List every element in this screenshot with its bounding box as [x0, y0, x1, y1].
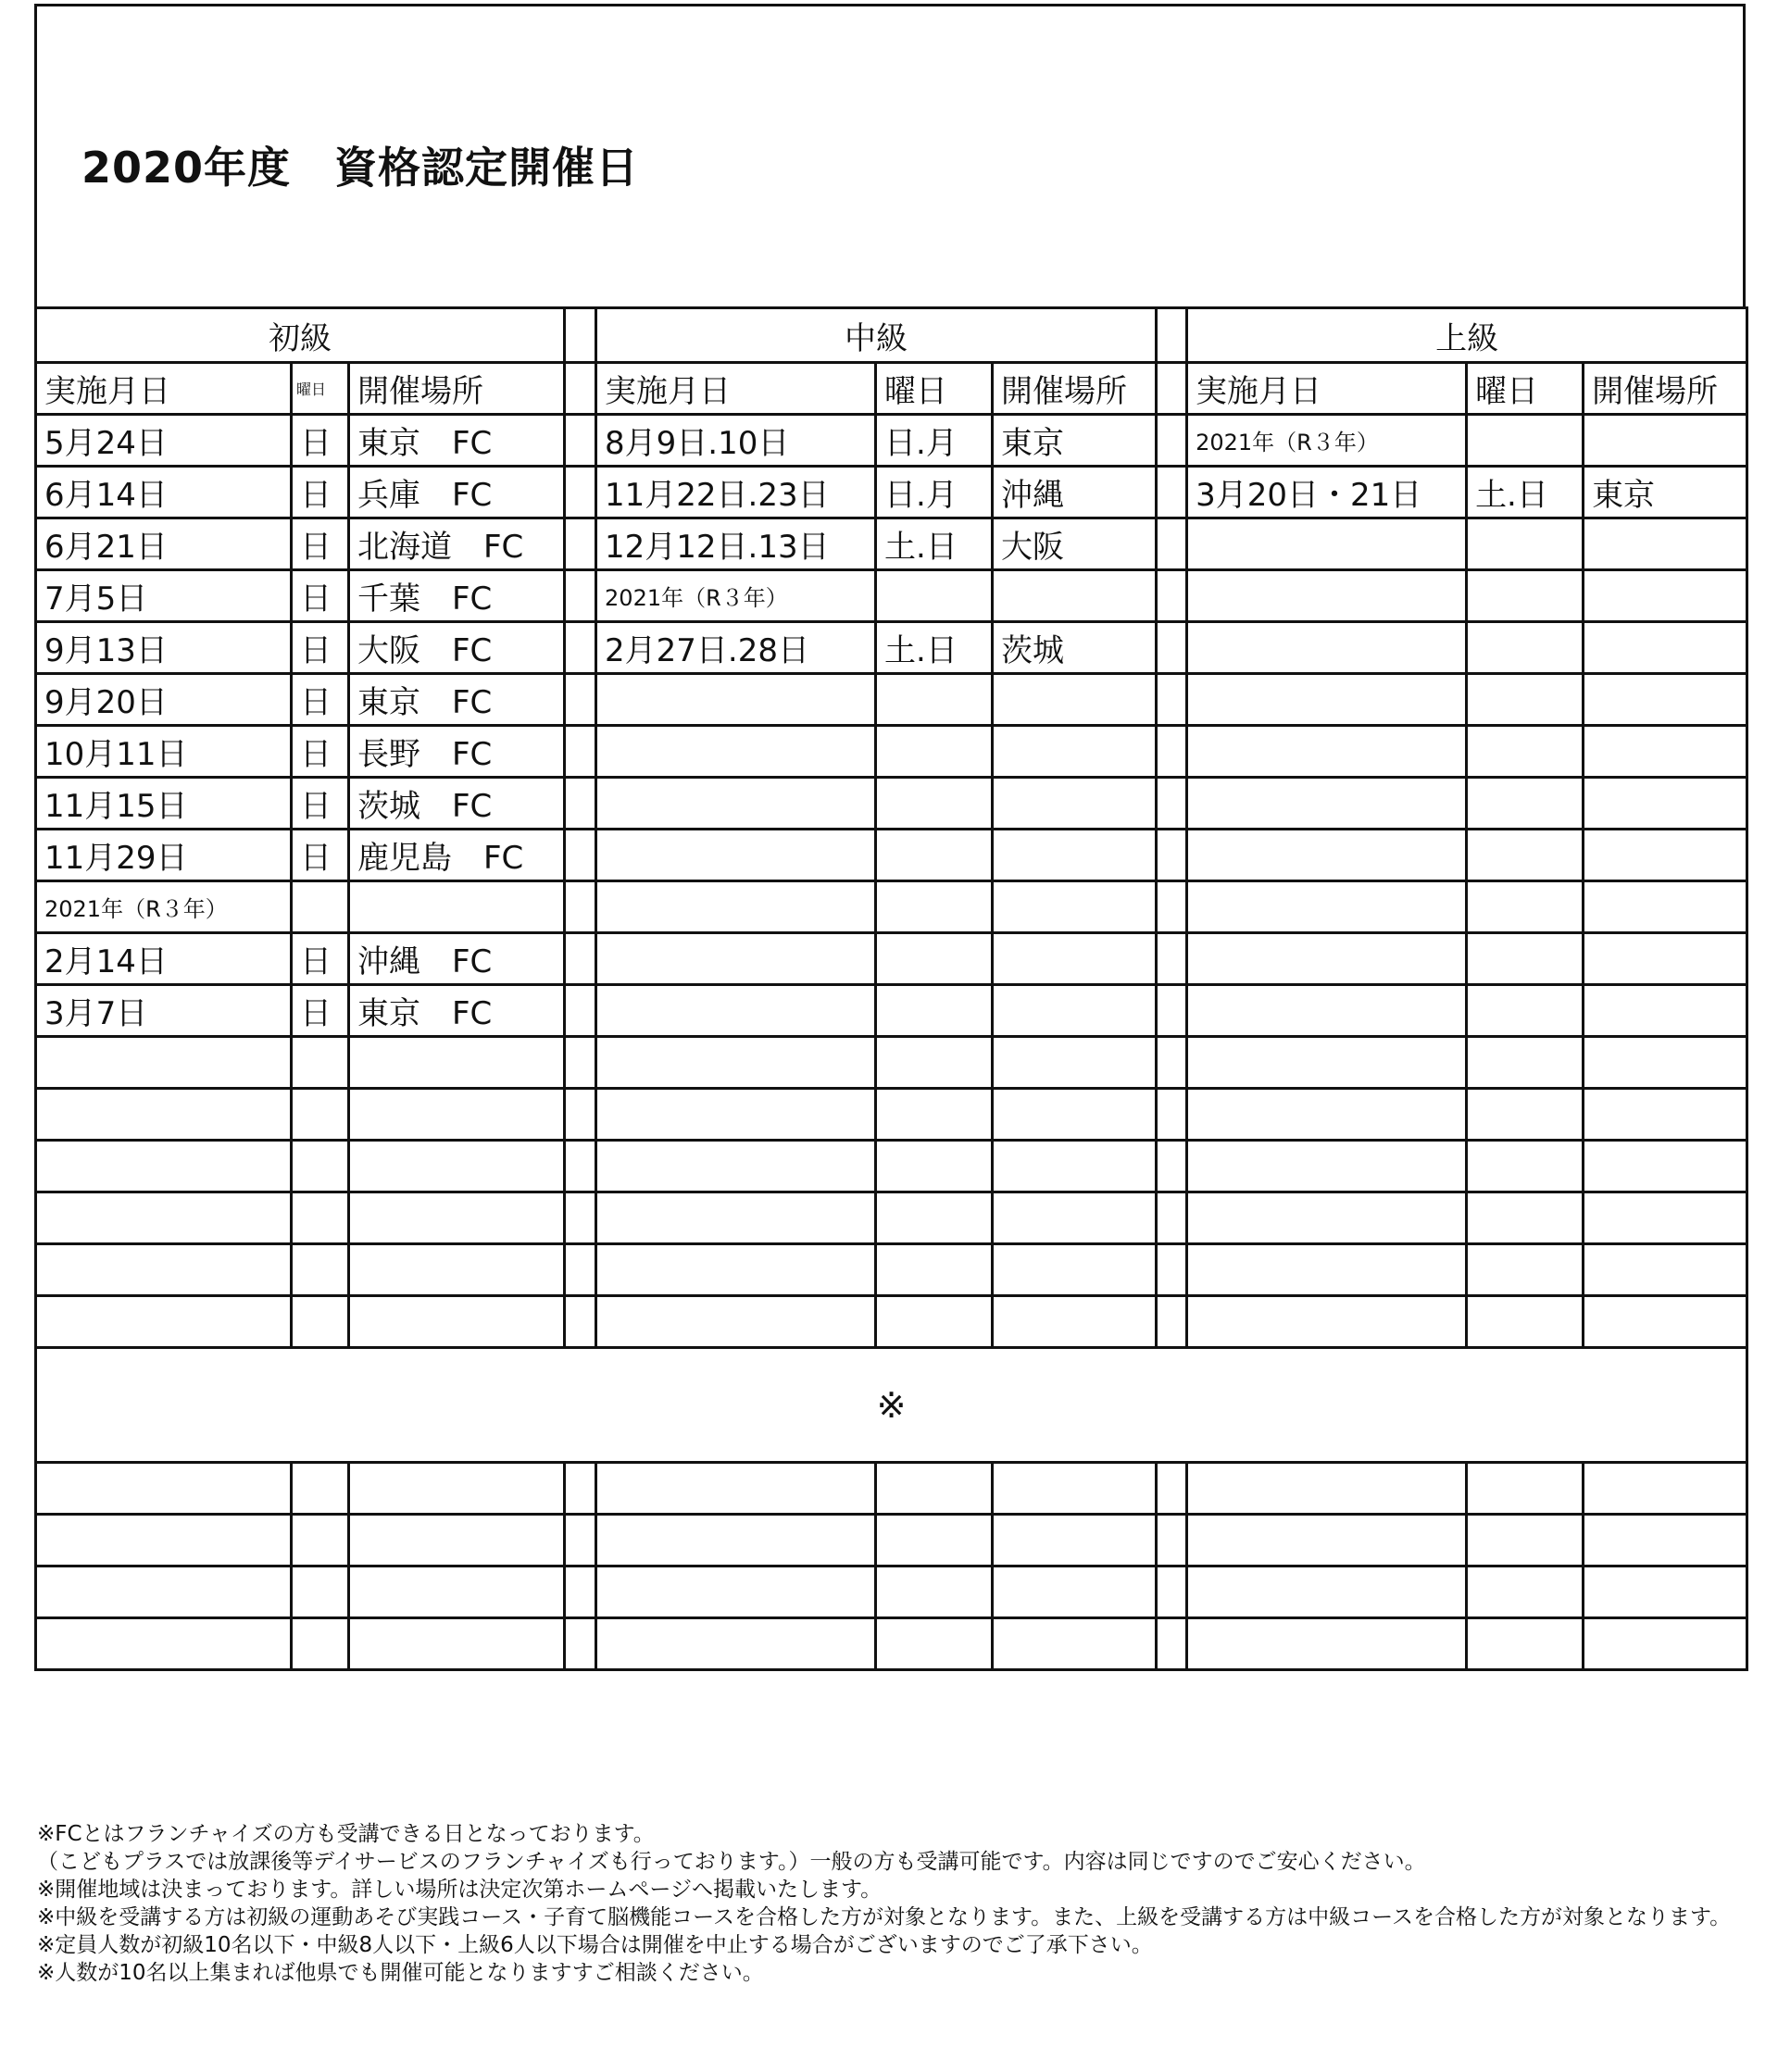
header-weekday: 曜日	[1467, 363, 1584, 415]
intermediate-date-cell	[596, 1141, 876, 1192]
column-gap	[1157, 570, 1187, 622]
intermediate-weekday-cell	[876, 830, 993, 881]
beginner-venue-cell	[349, 1089, 565, 1141]
beginner-weekday-cell	[292, 1037, 349, 1089]
intermediate-date-cell	[596, 1037, 876, 1089]
column-gap	[1157, 985, 1187, 1037]
intermediate-venue-cell	[993, 985, 1157, 1037]
beginner-weekday-cell: 日	[292, 830, 349, 881]
intermediate-venue-cell	[993, 570, 1157, 622]
intermediate-weekday-cell: 土.日	[876, 622, 993, 674]
beginner-venue-cell: 長野 FC	[349, 726, 565, 778]
advanced-weekday-cell	[1467, 622, 1584, 674]
beginner-weekday-cell: 日	[292, 415, 349, 467]
table-row	[36, 467, 1747, 518]
beginner-venue-cell	[349, 881, 565, 933]
intermediate-date-cell	[596, 1515, 876, 1566]
advanced-date-cell	[1187, 1089, 1467, 1141]
column-gap	[1157, 933, 1187, 985]
advanced-date-cell	[1187, 1515, 1467, 1566]
table-row	[36, 1566, 1747, 1618]
advanced-venue-cell	[1584, 1244, 1747, 1296]
column-gap	[565, 726, 596, 778]
beginner-date-cell	[36, 1515, 292, 1566]
beginner-weekday-cell: 日	[292, 674, 349, 726]
header-venue: 開催場所	[993, 363, 1157, 415]
intermediate-date-cell	[596, 1192, 876, 1244]
beginner-venue-cell: 東京 FC	[349, 674, 565, 726]
beginner-venue-cell	[349, 1192, 565, 1244]
beginner-date-cell: 10月11日	[36, 726, 292, 778]
beginner-weekday-cell: 日	[292, 985, 349, 1037]
beginner-venue-cell: 鹿児島 FC	[349, 830, 565, 881]
intermediate-date-cell	[596, 1566, 876, 1618]
column-gap	[1157, 467, 1187, 518]
advanced-venue-cell	[1584, 1089, 1747, 1141]
column-gap	[1157, 1037, 1187, 1089]
beginner-venue-cell	[349, 1244, 565, 1296]
advanced-weekday-cell	[1467, 1244, 1584, 1296]
advanced-date-cell	[1187, 778, 1467, 830]
footnotes	[37, 1820, 1741, 1987]
beginner-venue-cell: 大阪 FC	[349, 622, 565, 674]
beginner-weekday-cell: 日	[292, 518, 349, 570]
beginner-weekday-cell	[292, 1089, 349, 1141]
intermediate-venue-cell	[993, 778, 1157, 830]
intermediate-venue-cell	[993, 1296, 1157, 1348]
column-gap	[1157, 726, 1187, 778]
column-gap	[565, 1037, 596, 1089]
advanced-weekday-cell	[1467, 985, 1584, 1037]
table-row	[36, 1192, 1747, 1244]
beginner-venue-cell	[349, 1296, 565, 1348]
intermediate-date-cell	[596, 726, 876, 778]
table-row	[36, 674, 1747, 726]
beginner-weekday-cell	[292, 1296, 349, 1348]
advanced-venue-cell	[1584, 985, 1747, 1037]
beginner-date-cell	[36, 1296, 292, 1348]
beginner-weekday-cell: 日	[292, 726, 349, 778]
intermediate-weekday-cell	[876, 985, 993, 1037]
beginner-venue-cell	[349, 1141, 565, 1192]
intermediate-weekday-cell	[876, 881, 993, 933]
beginner-venue-cell	[349, 1515, 565, 1566]
title-area	[34, 4, 1746, 308]
intermediate-weekday-cell	[876, 1618, 993, 1670]
advanced-weekday-cell	[1467, 674, 1584, 726]
beginner-venue-cell: 千葉 FC	[349, 570, 565, 622]
intermediate-date-cell: 2月27日.28日	[596, 622, 876, 674]
level-header-row	[36, 308, 1747, 363]
beginner-venue-cell: 沖縄 FC	[349, 933, 565, 985]
intermediate-date-cell	[596, 1463, 876, 1515]
table-row	[36, 1141, 1747, 1192]
table-row	[36, 1515, 1747, 1566]
intermediate-venue-cell	[993, 1244, 1157, 1296]
intermediate-weekday-cell	[876, 1244, 993, 1296]
column-gap	[565, 1089, 596, 1141]
intermediate-date-cell	[596, 1296, 876, 1348]
intermediate-date-cell	[596, 985, 876, 1037]
intermediate-date-cell: 8月9日.10日	[596, 415, 876, 467]
advanced-weekday-cell	[1467, 415, 1584, 467]
footnote-line: ※人数が10名以上集まれば他県でも開催可能となりますすご相談ください。	[37, 1961, 764, 1985]
header-date: 実施月日	[596, 363, 876, 415]
advanced-weekday-cell	[1467, 1566, 1584, 1618]
column-gap	[565, 778, 596, 830]
table-row	[36, 933, 1747, 985]
advanced-weekday-cell	[1467, 881, 1584, 933]
intermediate-date-cell: 11月22日.23日	[596, 467, 876, 518]
intermediate-weekday-cell	[876, 1141, 993, 1192]
table-row	[36, 1244, 1747, 1296]
column-gap	[565, 415, 596, 467]
note-mark: ※	[36, 1348, 1747, 1463]
advanced-weekday-cell	[1467, 1192, 1584, 1244]
beginner-date-cell: 7月5日	[36, 570, 292, 622]
column-gap	[565, 1515, 596, 1566]
advanced-date-cell	[1187, 881, 1467, 933]
column-gap	[565, 881, 596, 933]
intermediate-date-cell	[596, 881, 876, 933]
column-gap	[565, 1192, 596, 1244]
page-title: 2020年度 資格認定開催日	[81, 143, 640, 193]
beginner-date-cell	[36, 1463, 292, 1515]
advanced-date-cell	[1187, 985, 1467, 1037]
column-gap	[1157, 1515, 1187, 1566]
beginner-weekday-cell: 日	[292, 570, 349, 622]
intermediate-weekday-cell	[876, 1463, 993, 1515]
column-gap	[565, 1296, 596, 1348]
column-gap	[1157, 1566, 1187, 1618]
beginner-date-cell	[36, 1566, 292, 1618]
intermediate-venue-cell: 東京	[993, 415, 1157, 467]
column-gap	[565, 570, 596, 622]
advanced-date-cell	[1187, 726, 1467, 778]
table-row	[36, 1037, 1747, 1089]
column-gap	[1157, 415, 1187, 467]
beginner-date-cell: 2021年（R３年）	[36, 881, 292, 933]
beginner-date-cell	[36, 1192, 292, 1244]
table-row	[36, 1463, 1747, 1515]
column-gap	[1157, 1192, 1187, 1244]
table-row	[36, 622, 1747, 674]
column-gap	[565, 467, 596, 518]
beginner-date-cell	[36, 1618, 292, 1670]
column-gap	[565, 1141, 596, 1192]
intermediate-date-cell: 12月12日.13日	[596, 518, 876, 570]
intermediate-weekday-cell: 日.月	[876, 415, 993, 467]
column-gap	[1157, 1296, 1187, 1348]
table-row	[36, 518, 1747, 570]
beginner-date-cell: 3月7日	[36, 985, 292, 1037]
advanced-venue-cell	[1584, 1192, 1747, 1244]
beginner-date-cell: 9月13日	[36, 622, 292, 674]
level-intermediate: 中級	[596, 308, 1157, 363]
advanced-date-cell	[1187, 933, 1467, 985]
advanced-date-cell	[1187, 1618, 1467, 1670]
column-gap	[1157, 674, 1187, 726]
column-gap	[1157, 1463, 1187, 1515]
footnote-line: ※開催地域は決まっております。詳しい場所は決定次第ホームページへ掲載いたします。	[37, 1878, 883, 1902]
footnote-line: ※中級を受講する方は初級の運動あそび実践コース・子育て脳機能コースを合格した方が対象となります。また、上級を受講する方は中級コースを合格した方が対象となります。	[37, 1905, 1732, 1929]
intermediate-weekday-cell	[876, 1089, 993, 1141]
advanced-date-cell	[1187, 622, 1467, 674]
column-gap	[1157, 1089, 1187, 1141]
advanced-venue-cell	[1584, 881, 1747, 933]
advanced-weekday-cell	[1467, 1089, 1584, 1141]
advanced-venue-cell	[1584, 726, 1747, 778]
column-gap	[1157, 881, 1187, 933]
intermediate-date-cell	[596, 933, 876, 985]
column-gap	[565, 363, 596, 415]
beginner-date-cell	[36, 1089, 292, 1141]
intermediate-date-cell	[596, 1089, 876, 1141]
header-weekday: 曜日	[292, 363, 349, 415]
intermediate-date-cell	[596, 830, 876, 881]
beginner-weekday-cell: 日	[292, 622, 349, 674]
intermediate-venue-cell: 茨城	[993, 622, 1157, 674]
header-venue: 開催場所	[1584, 363, 1747, 415]
advanced-weekday-cell: 土.日	[1467, 467, 1584, 518]
advanced-weekday-cell	[1467, 1296, 1584, 1348]
column-gap	[1157, 1618, 1187, 1670]
beginner-venue-cell	[349, 1566, 565, 1618]
beginner-date-cell: 2月14日	[36, 933, 292, 985]
header-date: 実施月日	[1187, 363, 1467, 415]
table-row	[36, 726, 1747, 778]
advanced-venue-cell	[1584, 1296, 1747, 1348]
table-row	[36, 570, 1747, 622]
intermediate-venue-cell	[993, 1141, 1157, 1192]
advanced-date-cell	[1187, 674, 1467, 726]
table-row	[36, 1089, 1747, 1141]
schedule-body	[36, 308, 1747, 1670]
advanced-weekday-cell	[1467, 1037, 1584, 1089]
advanced-venue-cell	[1584, 518, 1747, 570]
beginner-date-cell: 9月20日	[36, 674, 292, 726]
advanced-date-cell	[1187, 1566, 1467, 1618]
advanced-date-cell	[1187, 1244, 1467, 1296]
intermediate-venue-cell	[993, 1037, 1157, 1089]
advanced-venue-cell	[1584, 1618, 1747, 1670]
advanced-weekday-cell	[1467, 933, 1584, 985]
level-advanced: 上級	[1187, 308, 1747, 363]
advanced-weekday-cell	[1467, 1515, 1584, 1566]
advanced-weekday-cell	[1467, 518, 1584, 570]
intermediate-venue-cell	[993, 830, 1157, 881]
intermediate-date-cell	[596, 674, 876, 726]
column-gap	[565, 985, 596, 1037]
column-gap	[565, 1618, 596, 1670]
column-gap	[565, 518, 596, 570]
column-gap	[565, 1463, 596, 1515]
beginner-weekday-cell	[292, 1515, 349, 1566]
beginner-weekday-cell: 日	[292, 467, 349, 518]
beginner-date-cell: 6月21日	[36, 518, 292, 570]
beginner-venue-cell	[349, 1463, 565, 1515]
beginner-weekday-cell	[292, 1463, 349, 1515]
intermediate-venue-cell	[993, 726, 1157, 778]
table-row	[36, 985, 1747, 1037]
header-date: 実施月日	[36, 363, 292, 415]
beginner-date-cell	[36, 1141, 292, 1192]
intermediate-venue-cell	[993, 1463, 1157, 1515]
intermediate-weekday-cell	[876, 1192, 993, 1244]
beginner-weekday-cell	[292, 1192, 349, 1244]
table-row	[36, 881, 1747, 933]
table-row	[36, 415, 1747, 467]
column-gap	[565, 830, 596, 881]
beginner-venue-cell: 東京 FC	[349, 985, 565, 1037]
beginner-weekday-cell	[292, 1244, 349, 1296]
table-row	[36, 1618, 1747, 1670]
beginner-weekday-cell: 日	[292, 778, 349, 830]
intermediate-venue-cell	[993, 1618, 1157, 1670]
beginner-date-cell: 6月14日	[36, 467, 292, 518]
advanced-venue-cell	[1584, 933, 1747, 985]
beginner-date-cell	[36, 1244, 292, 1296]
advanced-date-cell: 2021年（R３年）	[1187, 415, 1467, 467]
footnote-line: ※FCとはフランチャイズの方も受講できる日となっております。	[37, 1822, 655, 1846]
column-gap	[565, 674, 596, 726]
column-gap	[565, 308, 596, 363]
intermediate-weekday-cell	[876, 674, 993, 726]
beginner-date-cell: 5月24日	[36, 415, 292, 467]
beginner-weekday-cell	[292, 1566, 349, 1618]
table-row	[36, 1296, 1747, 1348]
intermediate-venue-cell	[993, 1089, 1157, 1141]
intermediate-venue-cell	[993, 1566, 1157, 1618]
advanced-date-cell	[1187, 1463, 1467, 1515]
beginner-venue-cell	[349, 1037, 565, 1089]
intermediate-weekday-cell: 日.月	[876, 467, 993, 518]
column-gap	[1157, 830, 1187, 881]
beginner-date-cell	[36, 1037, 292, 1089]
beginner-date-cell: 11月15日	[36, 778, 292, 830]
advanced-venue-cell	[1584, 674, 1747, 726]
header-weekday: 曜日	[876, 363, 993, 415]
advanced-venue-cell	[1584, 1463, 1747, 1515]
intermediate-weekday-cell: 土.日	[876, 518, 993, 570]
advanced-weekday-cell	[1467, 1618, 1584, 1670]
intermediate-venue-cell	[993, 933, 1157, 985]
advanced-venue-cell	[1584, 1515, 1747, 1566]
intermediate-weekday-cell	[876, 778, 993, 830]
column-gap	[1157, 1244, 1187, 1296]
header-venue: 開催場所	[349, 363, 565, 415]
note-row	[36, 1348, 1747, 1463]
advanced-date-cell	[1187, 1192, 1467, 1244]
advanced-date-cell	[1187, 570, 1467, 622]
advanced-date-cell	[1187, 830, 1467, 881]
advanced-weekday-cell	[1467, 726, 1584, 778]
advanced-date-cell	[1187, 1141, 1467, 1192]
intermediate-venue-cell	[993, 881, 1157, 933]
intermediate-weekday-cell	[876, 726, 993, 778]
intermediate-weekday-cell	[876, 1566, 993, 1618]
advanced-venue-cell	[1584, 415, 1747, 467]
beginner-weekday-cell	[292, 1618, 349, 1670]
advanced-venue-cell	[1584, 1141, 1747, 1192]
advanced-venue-cell	[1584, 830, 1747, 881]
column-gap	[1157, 1141, 1187, 1192]
advanced-venue-cell	[1584, 570, 1747, 622]
intermediate-weekday-cell	[876, 1037, 993, 1089]
advanced-venue-cell: 東京	[1584, 467, 1747, 518]
advanced-date-cell	[1187, 1296, 1467, 1348]
advanced-venue-cell	[1584, 1566, 1747, 1618]
intermediate-weekday-cell	[876, 1515, 993, 1566]
column-gap	[565, 622, 596, 674]
column-header-row	[36, 363, 1747, 415]
advanced-date-cell	[1187, 518, 1467, 570]
intermediate-venue-cell	[993, 1515, 1157, 1566]
beginner-venue-cell: 兵庫 FC	[349, 467, 565, 518]
advanced-weekday-cell	[1467, 570, 1584, 622]
intermediate-date-cell	[596, 778, 876, 830]
intermediate-venue-cell	[993, 1192, 1157, 1244]
advanced-venue-cell	[1584, 778, 1747, 830]
intermediate-venue-cell	[993, 674, 1157, 726]
column-gap	[565, 1566, 596, 1618]
footnote-line: （こどもプラスでは放課後等デイサービスのフランチャイズも行っております。）一般の方も受講可能です。内容は同じですのでご安心ください。	[37, 1850, 1426, 1874]
column-gap	[1157, 363, 1187, 415]
intermediate-weekday-cell	[876, 933, 993, 985]
column-gap	[565, 933, 596, 985]
beginner-weekday-cell: 日	[292, 933, 349, 985]
column-gap	[1157, 622, 1187, 674]
intermediate-date-cell: 2021年（R３年）	[596, 570, 876, 622]
level-beginner: 初級	[36, 308, 565, 363]
intermediate-venue-cell: 沖縄	[993, 467, 1157, 518]
advanced-weekday-cell	[1467, 778, 1584, 830]
intermediate-weekday-cell	[876, 570, 993, 622]
advanced-weekday-cell	[1467, 1141, 1584, 1192]
schedule-table	[34, 306, 1748, 1671]
intermediate-weekday-cell	[876, 1296, 993, 1348]
beginner-weekday-cell	[292, 881, 349, 933]
table-row	[36, 830, 1747, 881]
table-row	[36, 778, 1747, 830]
advanced-venue-cell	[1584, 1037, 1747, 1089]
advanced-weekday-cell	[1467, 1463, 1584, 1515]
advanced-date-cell	[1187, 1037, 1467, 1089]
beginner-venue-cell: 東京 FC	[349, 415, 565, 467]
beginner-venue-cell: 茨城 FC	[349, 778, 565, 830]
intermediate-venue-cell: 大阪	[993, 518, 1157, 570]
beginner-venue-cell	[349, 1618, 565, 1670]
advanced-venue-cell	[1584, 622, 1747, 674]
intermediate-date-cell	[596, 1244, 876, 1296]
intermediate-date-cell	[596, 1618, 876, 1670]
advanced-weekday-cell	[1467, 830, 1584, 881]
beginner-weekday-cell	[292, 1141, 349, 1192]
footnote-line: ※定員人数が初級10名以下・中級8人以下・上級6人以下場合は開催を中止する場合がございますのでご了承下さい。	[37, 1933, 1153, 1957]
advanced-date-cell: 3月20日・21日	[1187, 467, 1467, 518]
beginner-venue-cell: 北海道 FC	[349, 518, 565, 570]
column-gap	[1157, 518, 1187, 570]
column-gap	[1157, 778, 1187, 830]
beginner-date-cell: 11月29日	[36, 830, 292, 881]
column-gap	[1157, 308, 1187, 363]
column-gap	[565, 1244, 596, 1296]
